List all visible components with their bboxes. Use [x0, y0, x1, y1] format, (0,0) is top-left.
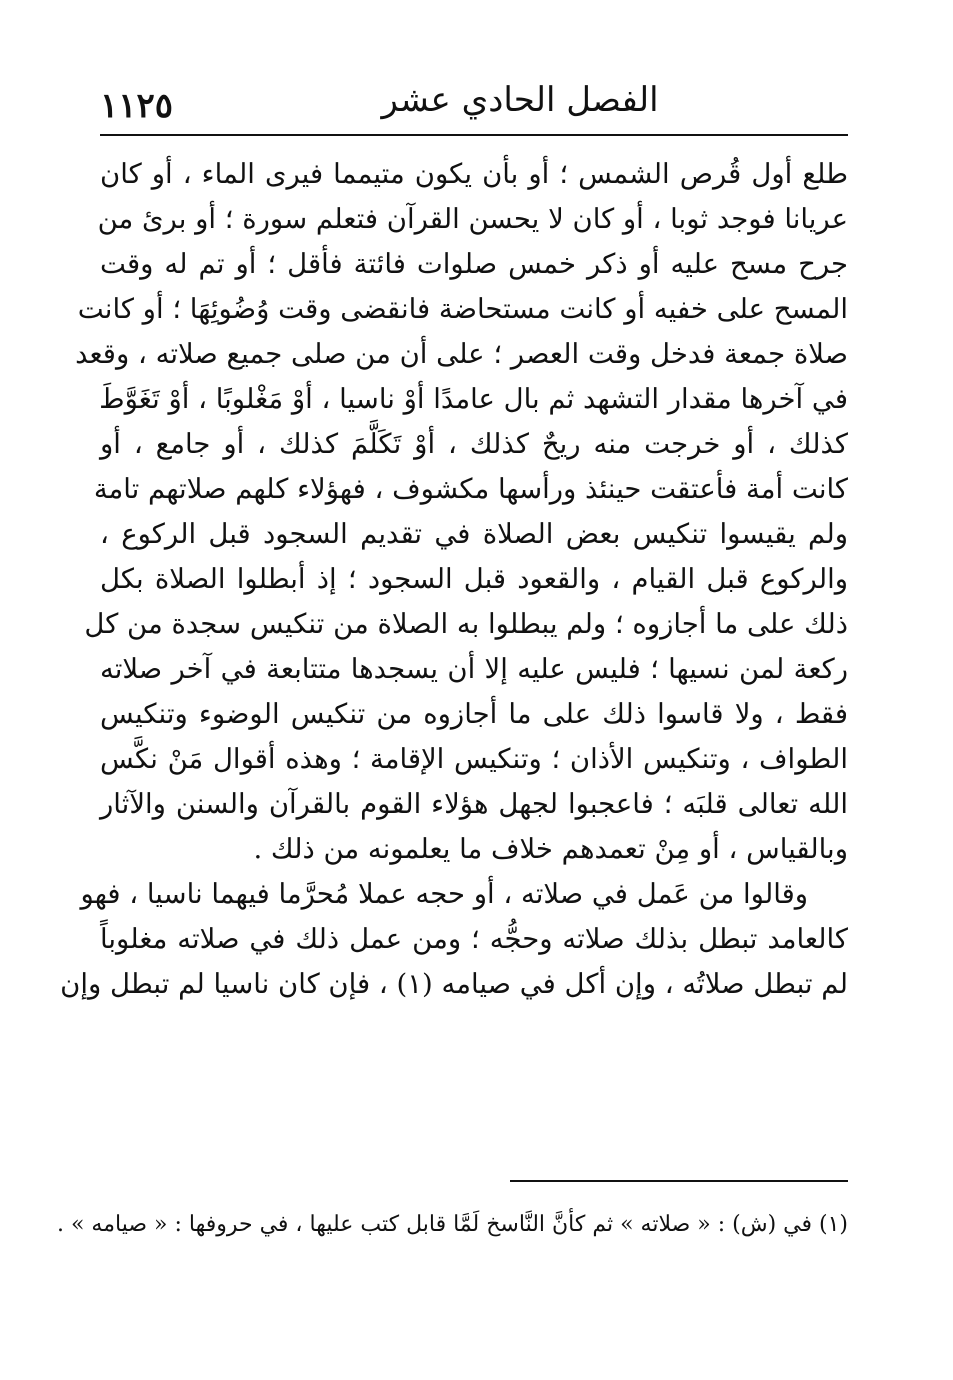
text-line: في آخرها مقدار التشهد ثم بال عامدًا أوْ ناسيا ، أوْ مَغْلوبًا ، أوْ تَغَوَّطَ: [99, 383, 848, 415]
text-line-paragraph-start: وقالوا من عَمل في صلاته ، أو حجه عملا مُحرَّما فيهما ناسيا ، فهو: [80, 878, 808, 910]
text-line: كذلك ، أو خرجت منه ريحٌ كذلك ، أوْ تَكَلَّمَ كذلك ، أو جامع ، أو: [100, 428, 848, 460]
text-line: الله تعالى قلبَه ؛ فاعجبوا لجهل هؤلاء القوم بالقرآن والسنن والآثار: [100, 788, 848, 820]
page-header: [100, 70, 848, 136]
footnote-rule: [510, 1180, 848, 1182]
text-line: صلاة جمعة فدخل وقت العصر ؛ على أن من صلى جميع صلاته ، وقعد: [75, 338, 848, 370]
text-line: المسح على خفيه أو كانت مستحاضة فانقضى وقت وُضُوئِهَا ؛ أو كانت: [77, 293, 848, 325]
text-line: عريانا فوجد ثوبا ، أو كان لا يحسن القرآن فتعلم سورة ؛ أو برئ من: [97, 203, 848, 235]
page-number: ١١٢٥: [100, 86, 174, 126]
text-line: فقط ، ولا قاسوا ذلك على ما أجازوه من تنكيس الوضوء وتنكيس: [100, 698, 848, 730]
text-line-paragraph-end: وبالقياس ، أو مِنْ تعمدهم خلاف ما يعلمونه من ذلك .: [253, 833, 848, 865]
text-line: ركعة لمن نسيها ؛ فليس عليه إلا أن يسجدها متتابعة في آخر صلاته: [100, 653, 848, 685]
text-line: لم تبطل صلاتُه ، وإن أكل في صيامه (١) ، فإن كان ناسيا لم تبطل وإن: [60, 968, 848, 1000]
text-line: كانت أمة فأعتقت حينئذ ورأسها مكشوف ، فهؤلاء كلهم صلاتهم تامة: [93, 473, 848, 505]
text-line: ذلك على ما أجازوه ؛ ولم يبطلوا به الصلاة من تنكيس سجدة من كل: [84, 608, 848, 640]
text-line: والركوع قبل القيام ، والقعود قبل السجود ؛ إذ أبطلوا الصلاة بكل: [100, 563, 848, 595]
text-line: ولم يقيسوا تنكيس بعض الصلاة في تقديم السجود قبل الركوع ،: [100, 518, 848, 550]
text-line: كالعامد تبطل بذلك صلاته وحجُّه ؛ ومن عمل ذلك في صلاته مغلوباً: [100, 923, 848, 955]
text-line: جرح مسح عليه أو ذكر خمس صلوات فائتة فأقل ؛ أو تم له وقت: [100, 248, 848, 280]
text-line: الطواف ، وتنكيس الأذان ؛ وتنكيس الإقامة ؛ وهذه أقوال مَنْ نكَّس: [100, 743, 848, 775]
body-text: [60, 152, 848, 1007]
header-rule: [100, 134, 848, 136]
footnote: (١) في (ش) : « صلاته » ثم كأنَّ النَّاسخ لَمَّا قابل كتب عليها ، في حروفها : « صيامه » .: [56, 1212, 848, 1237]
text-line: طلع أول قُرص الشمس ؛ أو بأن يكون متيمما فيرى الماء ، أو كان: [100, 158, 848, 190]
running-title: الفصل الحادي عشر: [381, 80, 659, 120]
